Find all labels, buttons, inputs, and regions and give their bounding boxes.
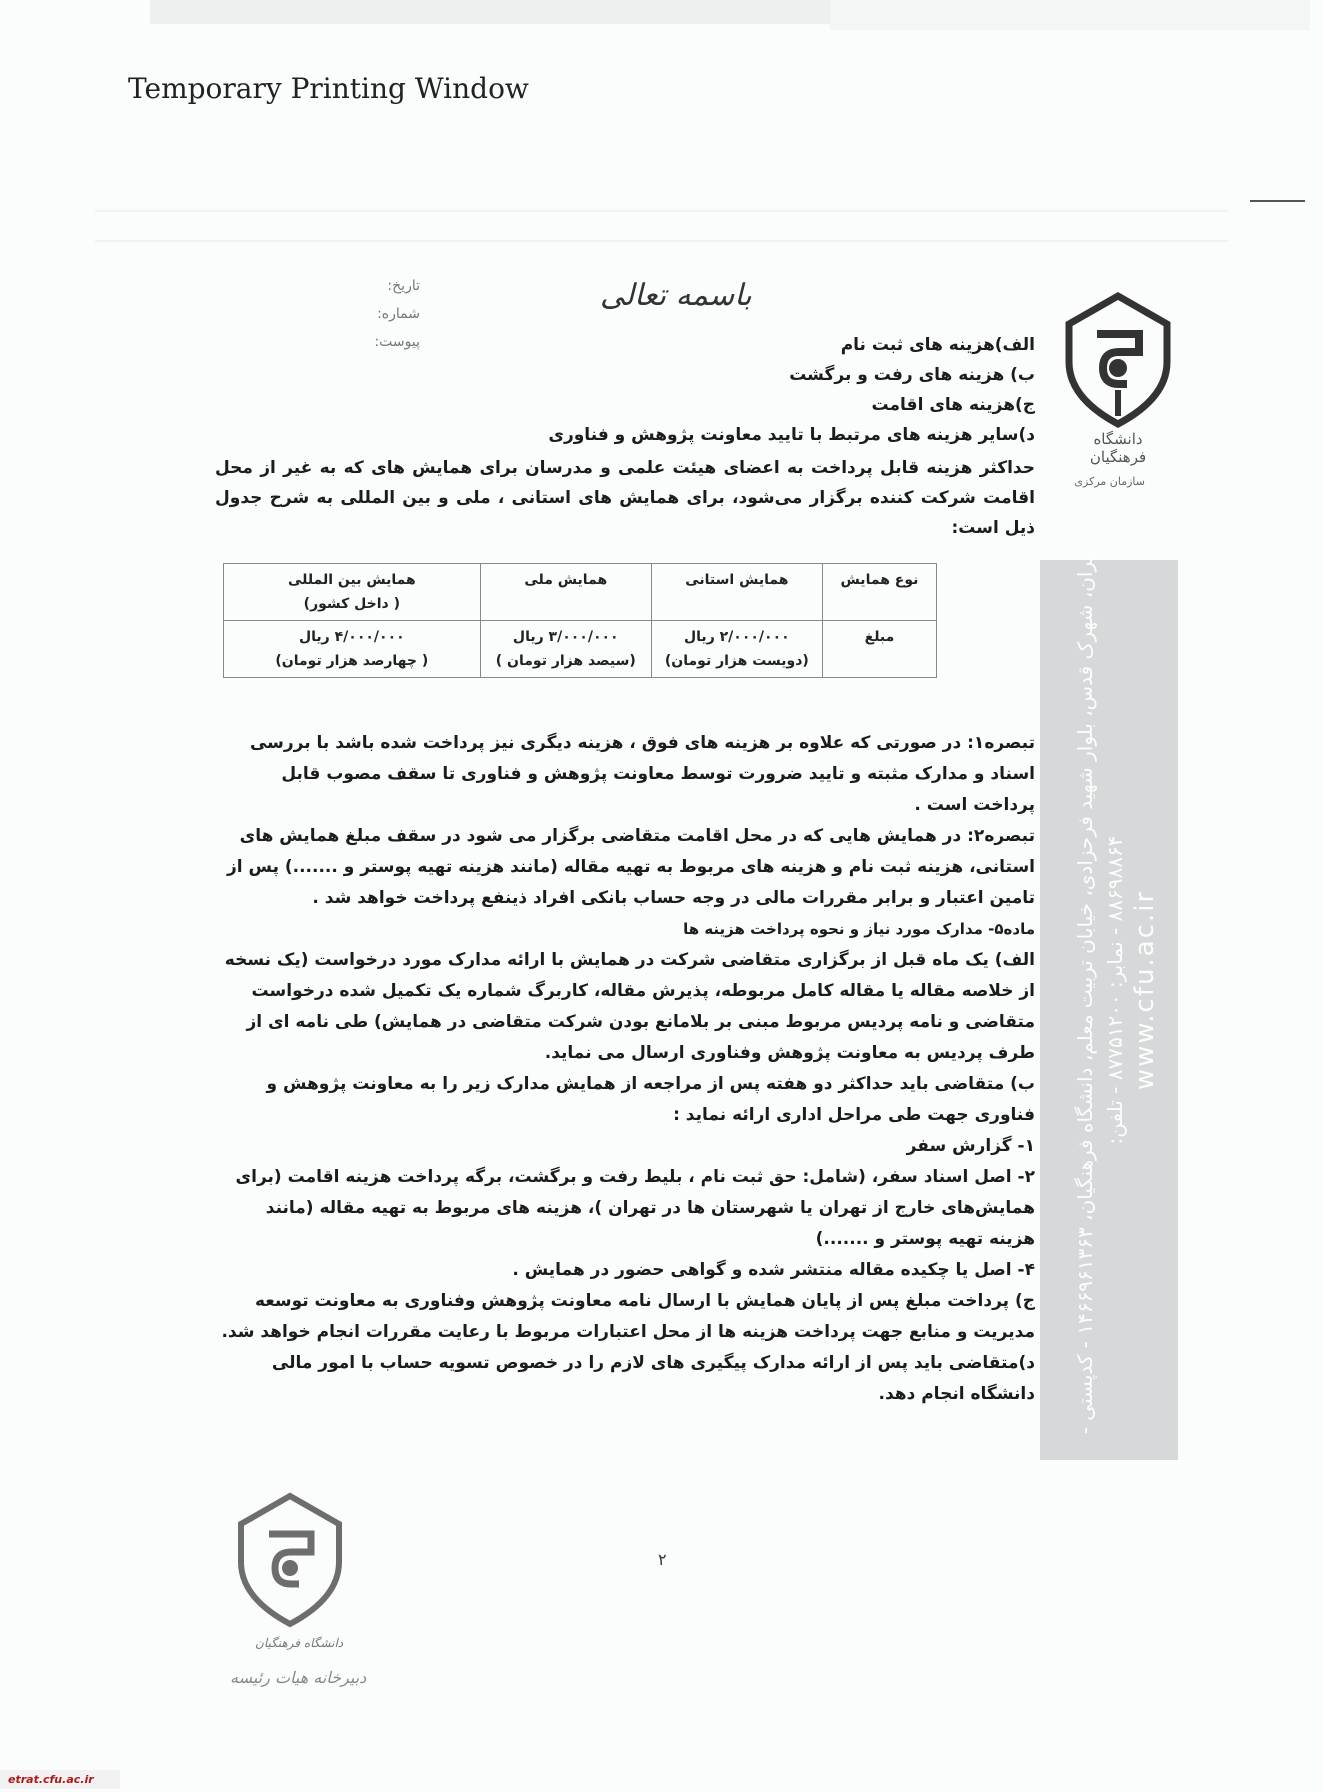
address-side-text (1070, 540, 1160, 1440)
table-header-cell: همایش بین المللی ( داخل کشور) (224, 564, 481, 621)
basmala-heading: باسمه تعالی (600, 278, 752, 313)
article-5-heading: ماده۵- مدارک مورد نیاز و نحوه پرداخت هزینه ها (683, 920, 1035, 938)
intro-paragraph: حداکثر هزینه قابل پرداخت به اعضای هیئت علمی و مدرسان برای همایش های که به غیر از محل اقامت شرکت کننده برگزار می‌شود، برای همایش های استانی ، ملی و بین المللی به شرح جدول ذیل است: (215, 458, 1035, 538)
table-row-label: مبلغ (822, 621, 936, 678)
stamp-logo (235, 1490, 345, 1630)
faint-line (95, 210, 1228, 212)
site-watermark: etrat.cfu.ac.ir (0, 1770, 120, 1792)
list-item: الف)هزینه های ثبت نام (840, 335, 1035, 355)
stamp-caption: دانشگاه فرهنگیان (255, 1636, 344, 1650)
window-title: Temporary Printing Window (128, 72, 529, 105)
stamp-office: دبیرخانه هیات رئیسه (230, 1668, 367, 1687)
table-cell: ۴/۰۰۰/۰۰۰ ریال ( چهارصد هزار تومان) (224, 621, 481, 678)
paragraph-b: ب) متقاضی باید حداکثر دو هفته پس از مراجعه از همایش مدارک زیر را به معاونت پژوهش و فناوری جهت طی مراحل اداری ارائه نماید : (266, 1074, 1035, 1125)
paragraph-a: الف) یک ماه قبل از برگزاری متقاضی شرکت در همایش با ارائه مدارک مورد درخواست (یک نسخه از خلاصه مقاله یا مقاله کامل مربوطه، پذیرش مقاله، کاربرگ شماره یک تکمیل شده درخواست متقاضی و نامه پردیس مربوط مبنی بر بلامانع بودن شرکت متقاضی در همایش) طی نامه ای از طرف پردیس به معاونت پژوهش وفناوری ارسال می نماید. (224, 950, 1035, 1063)
notes-section (215, 728, 1035, 1410)
paragraph-c: ج) پرداخت مبلغ پس از پایان همایش با ارسال نامه معاونت پژوهش وفناوری به معاونت توسعه مدیریت و منابع جهت پرداخت هزینه ها از محل اعتبارات مربوط با رعایت مقررات انجام خواهد شد. (221, 1291, 1035, 1342)
sub-item-2: ۲- اصل اسناد سفر، (شامل: حق ثبت نام ، بلیط رفت و برگشت، برگه پرداخت هزینه اقامت (برای همایش‌های خارج از تهران یا شهرستان ها در تهران )، هزینه های مربوط به تهیه مقاله (مانند هزینه تهیه پوستر و .......) (235, 1167, 1035, 1249)
conference-cost-table (223, 563, 937, 678)
meta-number: شماره: (377, 306, 420, 322)
meta-date: تاریخ: (387, 278, 420, 294)
faint-line (95, 240, 1228, 242)
list-item: ج)هزینه های اقامت (871, 395, 1035, 415)
table-row (224, 621, 937, 678)
sub-item-1: ۱- گزارش سفر (906, 1136, 1035, 1156)
table-cell: ۲/۰۰۰/۰۰۰ ریال (دویست هزار تومان) (651, 621, 822, 678)
note-2: تبصره۲: در همایش هایی که در محل اقامت متقاضی برگزار می شود در سقف مبلغ همایش های استانی، هزینه ثبت نام و هزینه های مربوط به تهیه مقاله (مانند هزینه تهیه پوستر و .......) پس از تامین اعتبار و برابر مقررات مالی در وجه حساب بانکی افراد ذینفع پرداخت خواهد شد . (227, 826, 1035, 908)
table-cell: ۳/۰۰۰/۰۰۰ ریال (سیصد هزار تومان ) (480, 621, 651, 678)
table-header-cell: همایش استانی (651, 564, 822, 621)
sub-item-4: ۴- اصل یا چکیده مقاله منتشر شده و گواهی حضور در همایش . (512, 1260, 1035, 1280)
meta-attachment: پیوست: (374, 334, 420, 350)
top-paper-edge (150, 0, 832, 24)
list-item: ب) هزینه های رفت و برگشت (789, 365, 1035, 385)
address-line: تهران، شهرک قدس، بلوار شهید فرحزادی، خیابان تربیت معلم، دانشگاه فرهنگیان، ۱۴۶۶۹۶۱۳۶۳ - کدپستی - ۸۸۶۹۸۸۶۴ - نمابر: ۸۷۷۵۱۲۰۰ - تلفن: (1073, 545, 1127, 1435)
top-paper-edge-right (830, 0, 1310, 30)
website-url: www.cfu.ac.ir (1130, 889, 1160, 1091)
page-number: ۲ (658, 1550, 667, 1569)
university-logo (1063, 290, 1173, 430)
university-subtitle: سازمان مرکزی (1074, 475, 1145, 488)
table-row (224, 564, 937, 621)
paragraph-d: د)متقاضی باید پس از ارائه مدارک پیگیری های لازم را در خصوص تسویه حساب با امور مالی دانشگاه انجام دهد. (271, 1353, 1035, 1404)
table-header-cell: همایش ملی (480, 564, 651, 621)
cost-items-list (215, 330, 1035, 450)
note-1: تبصره۱: در صورتی که علاوه بر هزینه های فوق ، هزینه دیگری نیز پرداخت شده باشد با بررسی اسناد و مدارک مثبته و تایید ضرورت توسط معاونت پژوهش و فناوری تا سقف مصوب قابل پرداخت است . (249, 733, 1035, 815)
list-item: د)سایر هزینه های مرتبط با تایید معاونت پژوهش و فناوری (548, 425, 1035, 445)
table-header-cell: نوع همایش (822, 564, 936, 621)
margin-dash (1250, 200, 1305, 202)
university-name: دانشگاه فرهنگیان (1089, 430, 1147, 466)
